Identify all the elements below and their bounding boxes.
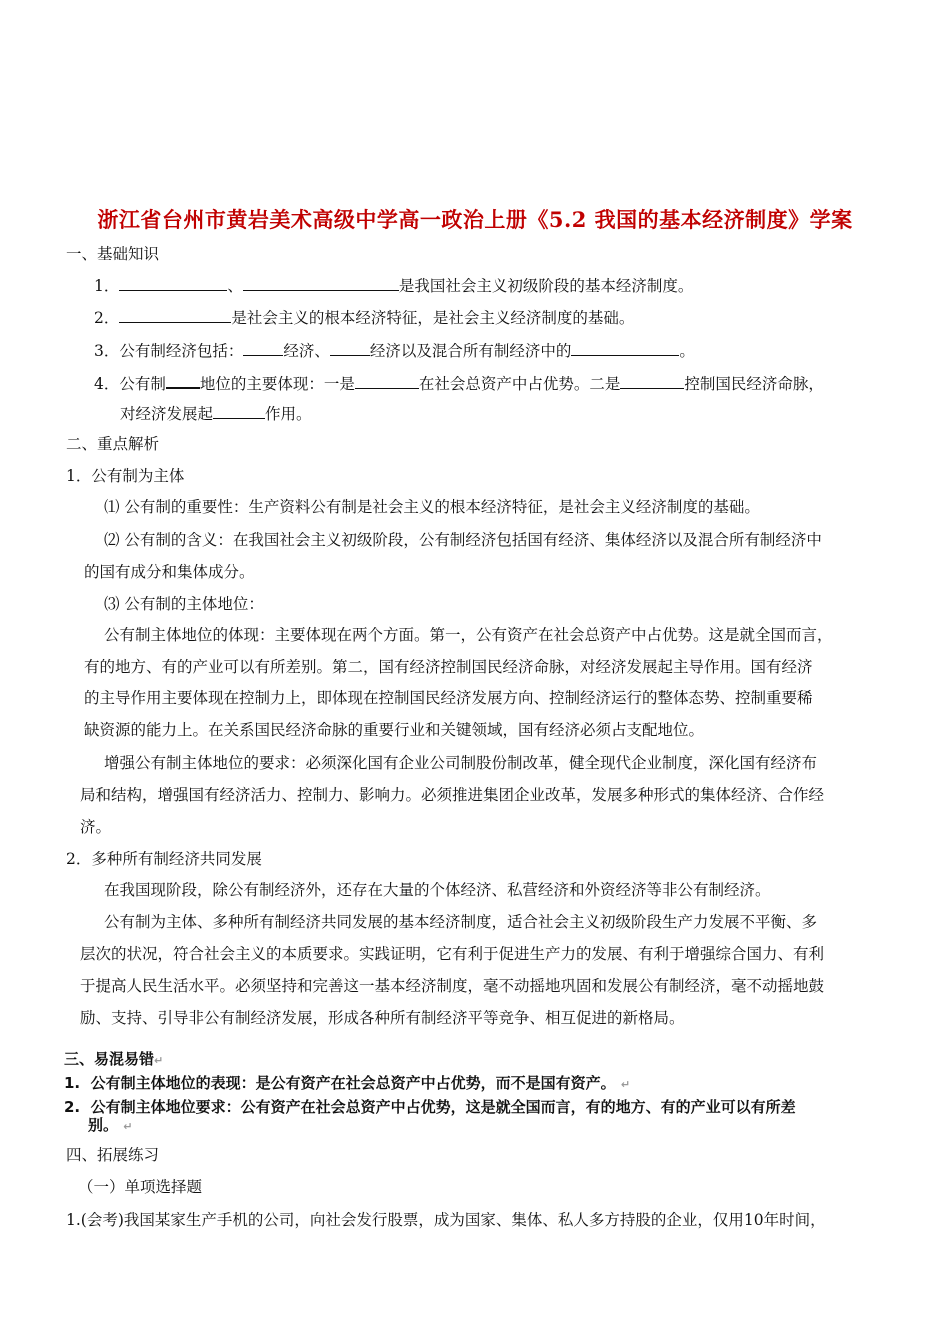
subheading-1: 1．公有制为主体: [66, 467, 185, 485]
section-3-heading: 三、易混易错↵: [64, 1050, 164, 1068]
paragraph: ⑶ 公有制的主体地位：: [104, 595, 264, 613]
paragraph-mark-icon: ↵: [620, 1078, 631, 1091]
paragraph: 局和结构，增强国有经济活力、控制力、影响力。必须推进集团企业改革，发展多种形式的集体经济、合作经: [80, 786, 825, 804]
paragraph: 于提高人民生活水平。必须坚持和完善这一基本经济制度，毫不动摇地巩固和发展公有制经济，毫不动摇地鼓: [80, 977, 825, 995]
paragraph-mark-icon: ↵: [154, 1054, 164, 1067]
paragraph: 励、支持、引导非公有制经济发展，形成各种所有制经济平等竞争、相互促进的新格局。: [80, 1009, 685, 1027]
blank: [119, 274, 227, 291]
paragraph-mark-icon: ↵: [123, 1120, 133, 1133]
blank: [620, 372, 684, 389]
paragraph: ⑴ 公有制的重要性：生产资料公有制是社会主义的根本经济特征，是社会主义经济制度的基础。: [104, 498, 760, 516]
section-2-heading: 二、重点解析: [66, 435, 160, 453]
paragraph: 济。: [80, 818, 112, 836]
paragraph: 有的地方、有的产业可以有所差别。第二，国有经济控制国民经济命脉，对经济发展起主导作用。国有经济: [84, 658, 813, 676]
paragraph: 公有制主体地位的体现：主要体现在两个方面。第一，公有资产在社会总资产中占优势。这是就全国而言，: [104, 626, 833, 644]
subheading-single-choice: （一）单项选择题: [78, 1178, 203, 1196]
blank: [119, 306, 231, 323]
question-1: 1． 、 是我国社会主义初级阶段的基本经济制度。: [94, 274, 693, 296]
blank: [330, 339, 370, 356]
error-item-2-cont: 别。 ↵: [88, 1116, 133, 1134]
blank: [213, 402, 265, 419]
subheading-2: 2．多种所有制经济共同发展: [66, 850, 262, 868]
paragraph: 的国有成分和集体成分。: [84, 563, 255, 581]
exercise-question-1: 1.(会考)我国某家生产手机的公司，向社会发行股票，成为国家、集体、私人多方持股的企业，仅用10年时间，: [66, 1211, 826, 1229]
question-2: 2． 是社会主义的根本经济特征，是社会主义经济制度的基础。: [94, 306, 634, 328]
blank: [355, 372, 419, 389]
paragraph: ⑵ 公有制的含义：在我国社会主义初级阶段，公有制经济包括国有经济、集体经济以及混合所有制经济中: [104, 531, 822, 549]
document-title: 浙江省台州市黄岩美术高级中学高一政治上册《5.2 我国的基本经济制度》学案: [97, 207, 853, 232]
blank: [243, 339, 283, 356]
question-4-cont: 对经济发展起 作用。: [120, 402, 312, 424]
paragraph: 公有制为主体、多种所有制经济共同发展的基本经济制度，适合社会主义初级阶段生产力发展不平衡、多: [104, 913, 818, 931]
section-4-heading: 四、拓展练习: [66, 1146, 160, 1164]
paragraph: 缺资源的能力上。在关系国民经济命脉的重要行业和关键领域，国有经济必须占支配地位。: [84, 721, 705, 739]
question-4: 4．公有制 地位的主要体现：一是 在社会总资产中占优势。二是 控制国民经济命脉，: [94, 371, 824, 394]
paragraph: 增强公有制主体地位的要求：必须深化国有企业公司制股份制改革，健全现代企业制度，深化国有经济布: [104, 754, 818, 772]
error-item-2: 2. 公有制主体地位要求：公有资产在社会总资产中占优势，这是就全国而言，有的地方、有的产业可以有所差: [64, 1098, 796, 1116]
blank: [166, 371, 200, 389]
paragraph: 在我国现阶段，除公有制经济外，还存在大量的个体经济、私营经济和外资经济等非公有制经济。: [104, 881, 771, 899]
error-item-1: 1. 公有制主体地位的表现：是公有资产在社会总资产中占优势，而不是国有资产。 ↵: [64, 1074, 631, 1092]
paragraph: 的主导作用主要体现在控制力上，即体现在控制国民经济发展方向、控制经济运行的整体态势、控制重要稀: [84, 689, 813, 707]
blank: [571, 339, 679, 356]
blank: [243, 274, 399, 291]
paragraph: 层次的状况，符合社会主义的本质要求。实践证明，它有利于促进生产力的发展、有利于增强综合国力、有利: [80, 945, 825, 963]
section-1-heading: 一、基础知识: [66, 245, 160, 263]
question-3: 3．公有制经济包括： 经济、 经济以及混合所有制经济中的 。: [94, 339, 695, 361]
